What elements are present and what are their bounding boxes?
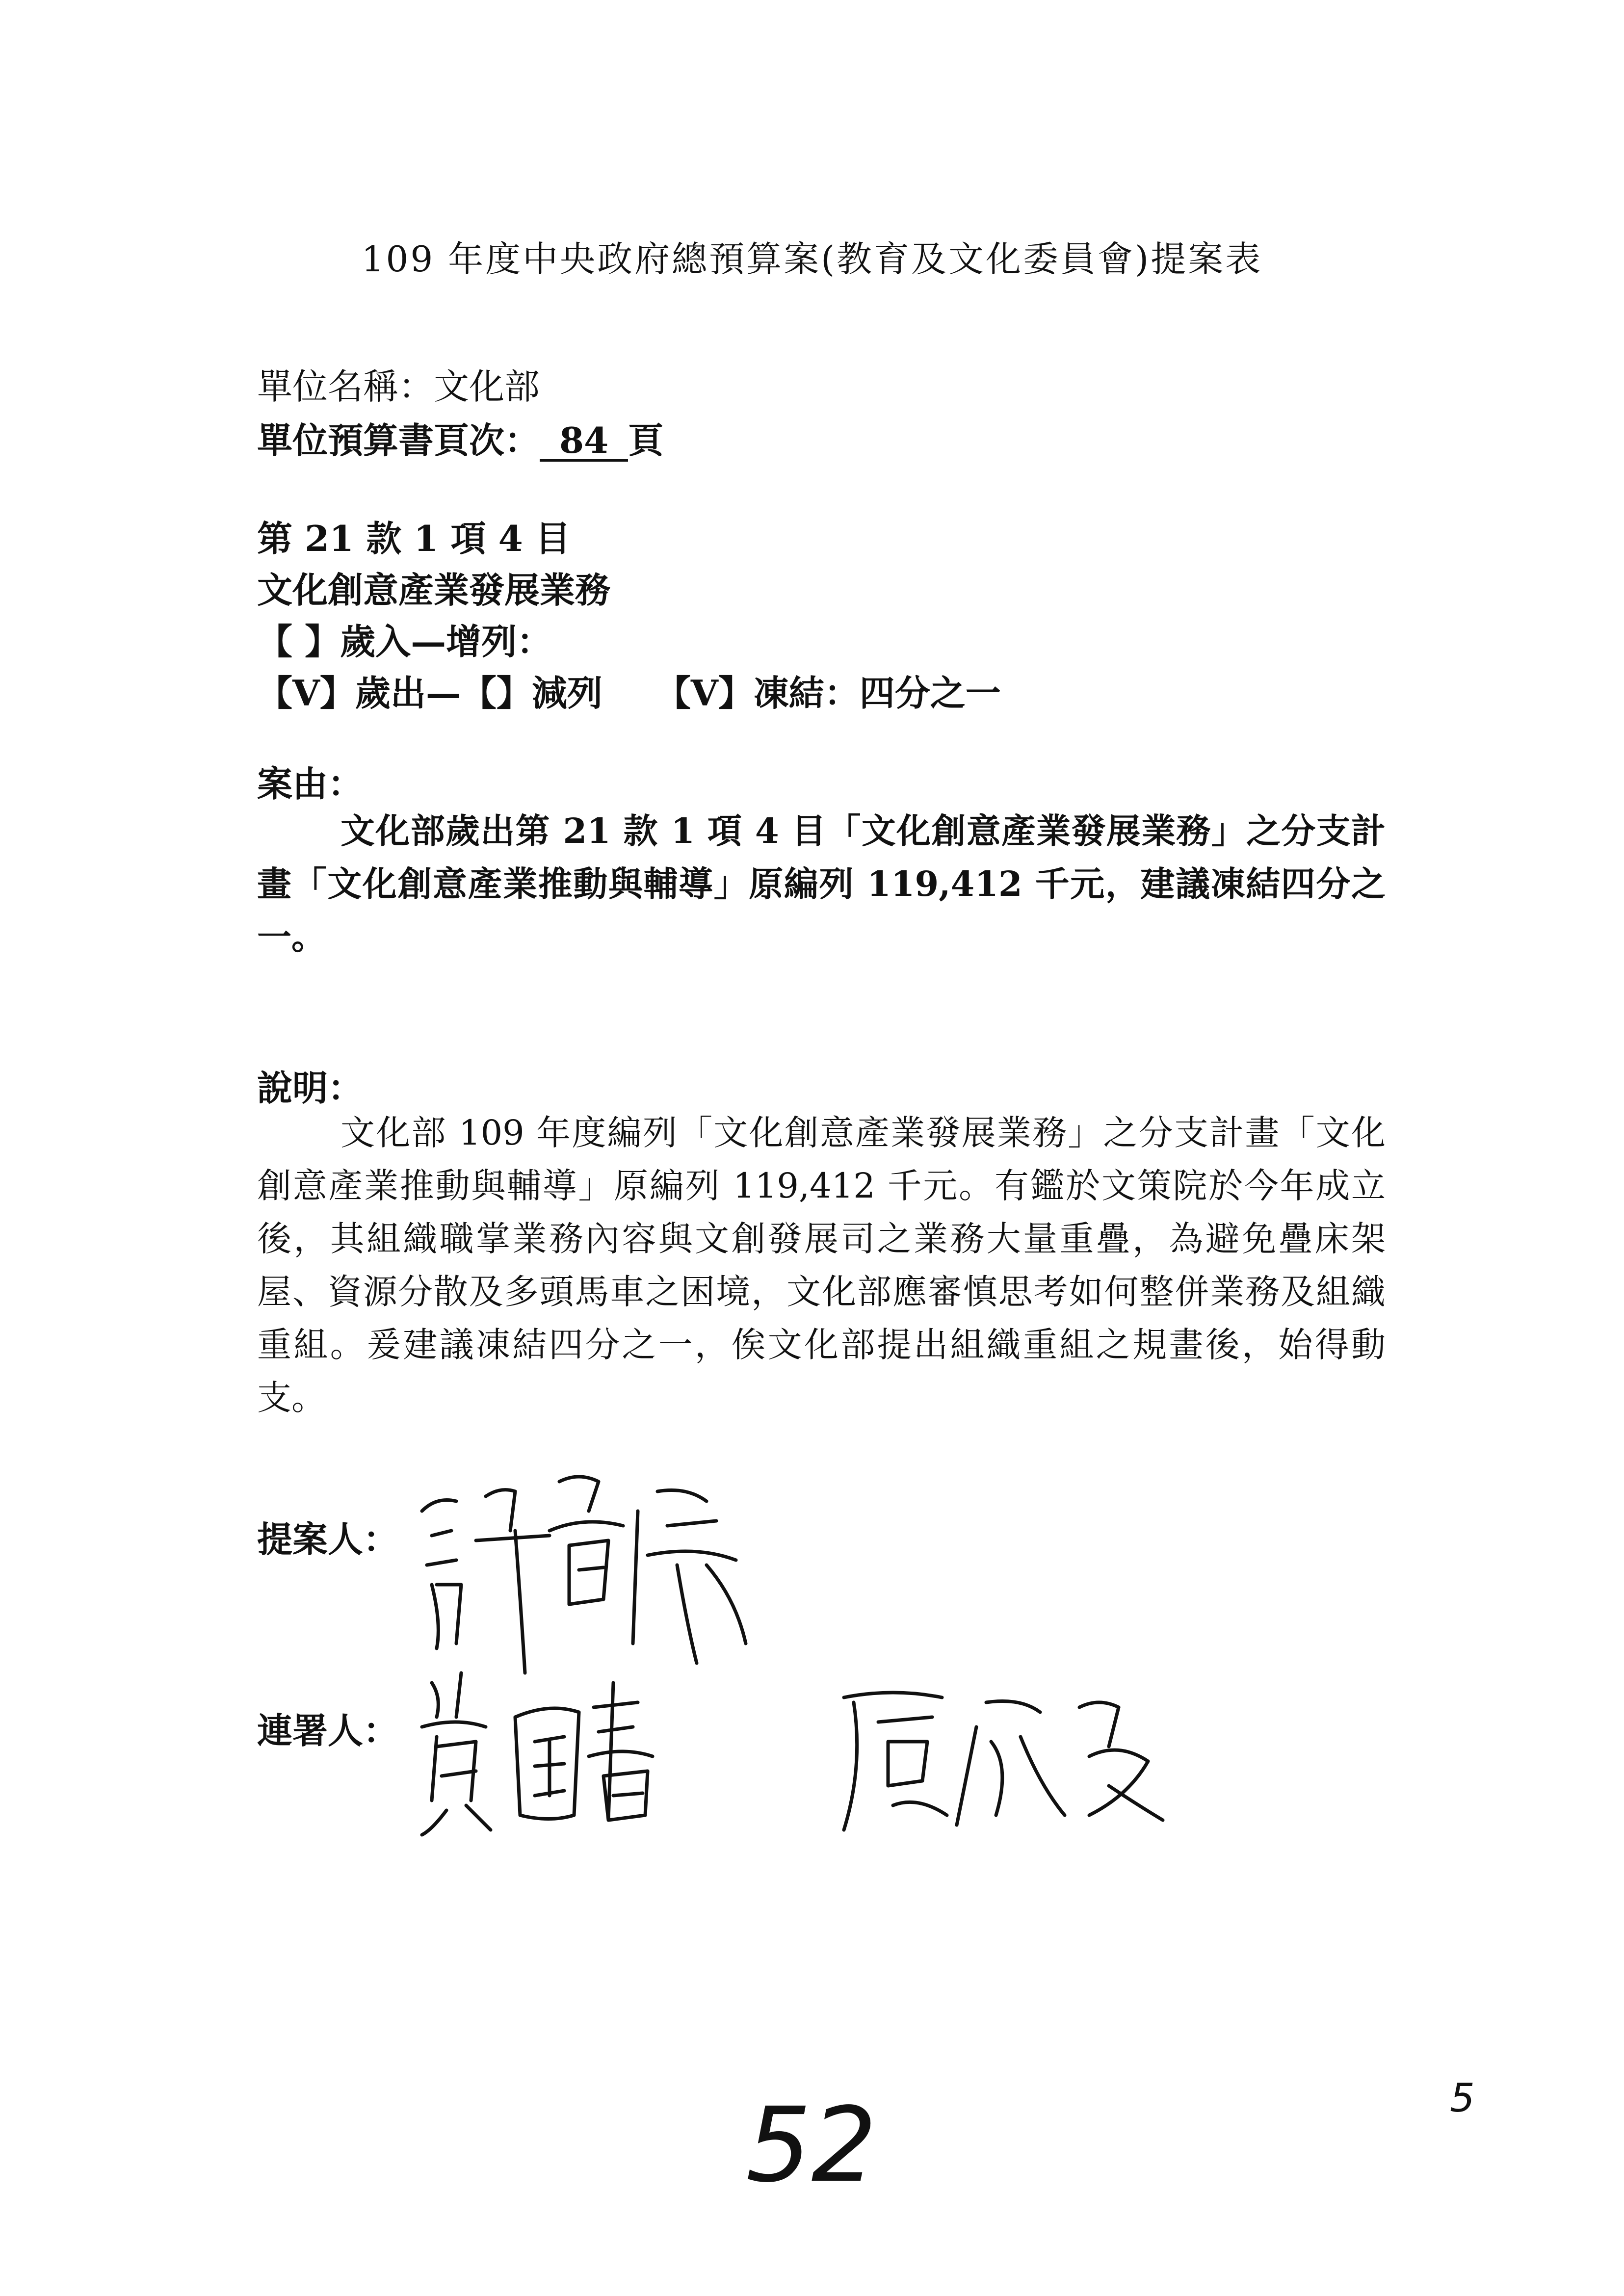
item-code: 第 21 款 1 項 4 目 [257,518,571,559]
budget-page-suffix: 頁 [628,419,664,461]
explanation-text: 文化部 109 年度編列「文化創意產業發展業務」之分支計畫「文化創意產業推動與輔導」原編列 119,412 千元。有鑑於文策院於今年成立後，其組織職掌業務內容與文創發展司之業務大量重疊，為避免疊床架屋、資源分散及多頭馬車之困境，文化部應審慎思考如何整併業務及組織重組。爰建議凍結四分之一，俟文化部提出組織重組之規畫後，始得動支。 [257,1113,1386,1418]
budget-page-label: 單位預算書頁次： [257,419,540,461]
document-title: 109 年度中央政府總預算案(教育及文化委員會)提案表 [361,238,1263,280]
reason-text: 文化部歲出第 21 款 1 項 4 目「文化創意產業發展業務」之分支計畫「文化創意產業推動與輔導」原編列 119,412 千元，建議凍結四分之一。 [257,810,1386,957]
explanation-heading: 說明： [257,1067,364,1109]
unit-name: 單位名稱：文化部 [257,366,540,407]
revenue-line: 【 】歲入—增列： [257,621,552,662]
item-name: 文化創意產業發展業務 [257,569,611,611]
expenditure-line: 【V】歲出—【】減列 【V】凍結：四分之一 [257,672,1001,714]
cosigner-signature-1 [402,1653,746,1840]
proposer-label: 提案人： [257,1518,399,1560]
cosigner-signature-2 [834,1668,1178,1845]
margin-mark: 5 [1450,2075,1475,2121]
cosigner-label: 連署人： [257,1710,399,1751]
handwritten-page-number: 52 [746,2085,877,2205]
reason-heading: 案由： [257,763,364,805]
budget-page-number: 84 [540,422,628,462]
budget-page-line [257,412,663,463]
